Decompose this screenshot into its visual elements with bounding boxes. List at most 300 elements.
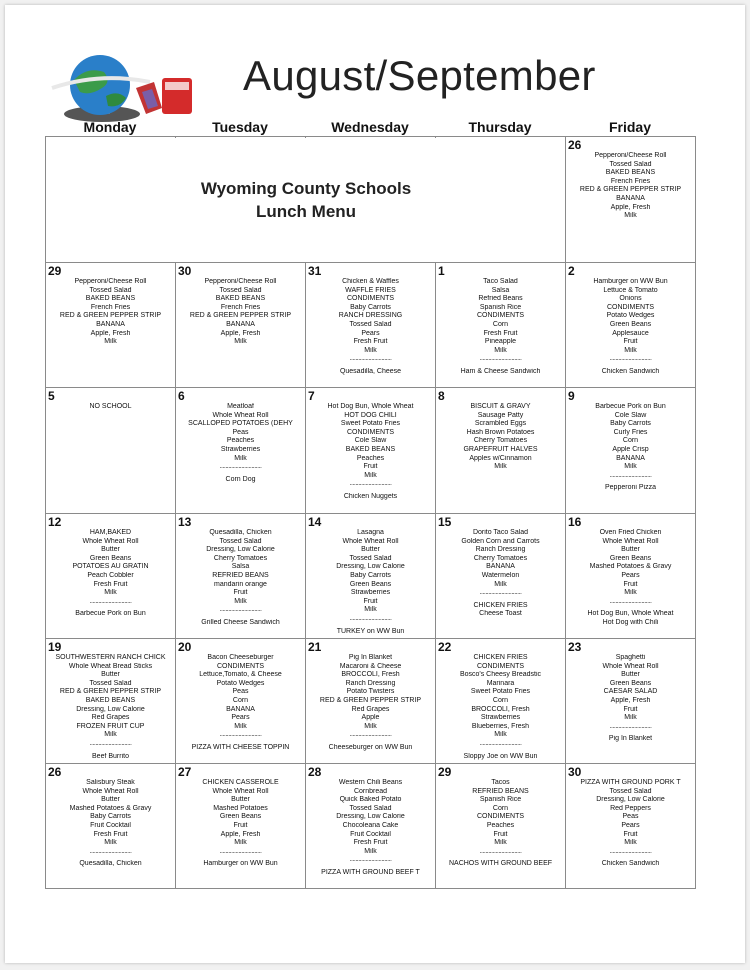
menu-item: Ranch Dressing (475, 546, 526, 554)
menu-item: Hamburger on WW Bun (593, 278, 668, 285)
alternate-separator: ............................. (349, 355, 392, 363)
menu-item: Milk (234, 454, 247, 462)
menu-item: Peas (622, 813, 639, 821)
menu-item: Butter (231, 796, 250, 804)
menu-item: Golden Corn and Carrots (461, 537, 540, 545)
menu-item: Milk (104, 839, 117, 847)
menu-item: Milk (624, 212, 637, 220)
menu-item: Mashed Potatoes (213, 804, 268, 812)
menu-item: BAKED BEANS (605, 169, 656, 177)
menu-item: Red Grapes (351, 705, 390, 713)
menu-item: Whole Wheat Roll (342, 537, 399, 545)
menu-item: CONDIMENTS (346, 295, 395, 303)
menu-item: Green Beans (609, 554, 652, 562)
menu-day-cell (46, 514, 176, 639)
alternate-entree: Beef Burrito (92, 752, 129, 760)
menu-item: BAKED BEANS (345, 445, 396, 453)
menu-item: Chicken & Waffles (342, 278, 399, 285)
menu-item: Meatloaf (227, 403, 254, 410)
menu-items (436, 779, 565, 869)
alternate-entree: Pepperoni Pizza (605, 484, 656, 492)
day-number: 15 (438, 515, 452, 529)
menu-item: Tossed Salad (349, 804, 392, 812)
menu-item: Milk (624, 346, 637, 354)
menu-item: French Fries (90, 303, 131, 311)
menu-item: CHICKEN FRIES (473, 654, 528, 661)
menu-item: GRAPEFRUIT HALVES (463, 445, 538, 453)
menu-item: Quesadilla, Chicken (209, 529, 272, 536)
day-number: 7 (308, 389, 315, 403)
menu-item: Milk (234, 597, 247, 605)
menu-item: Tossed Salad (609, 787, 652, 795)
menu-item: Fresh Fruit (353, 839, 388, 847)
alternate-separator: ............................. (219, 731, 262, 739)
alternate-separator: ............................. (89, 739, 132, 747)
menu-item: Whole Wheat Roll (212, 787, 269, 795)
menu-item: CONDIMENTS (346, 428, 395, 436)
menu-item: Butter (361, 546, 380, 554)
menu-day-cell (176, 388, 306, 514)
menu-item: Pears (621, 571, 640, 579)
menu-item: Pears (361, 329, 380, 337)
menu-item: Milk (624, 463, 637, 471)
menu-item: Dressing, Low Calorie (596, 796, 665, 804)
alternate-entree: Quesadilla, Cheese (339, 367, 402, 375)
menu-item: BROCCOLI, Fresh (341, 671, 400, 679)
weekday-wednesday: Wednesday (331, 119, 409, 135)
menu-items (46, 529, 175, 619)
menu-items (566, 403, 695, 493)
alternate-entree: Grilled Cheese Sandwich (201, 618, 280, 626)
menu-item: RED & GREEN PEPPER STRIP (319, 696, 422, 704)
menu-item: Dressing, Low Calorie (336, 563, 405, 571)
menu-item: Whole Wheat Roll (602, 662, 659, 670)
menu-day-cell (176, 514, 306, 639)
menu-item: BAKED BEANS (85, 295, 136, 303)
menu-item: Sweet Potato Fries (470, 688, 531, 696)
menu-item: CAESAR SALAD (603, 688, 658, 696)
menu-item: Pepperoni/Cheese Roll (204, 278, 277, 285)
menu-item: Dressing, Low Calorie (206, 546, 275, 554)
menu-item: Mashed Potatoes & Gravy (589, 563, 672, 571)
alternate-separator: ............................. (479, 589, 522, 597)
menu-item: Baby Carrots (90, 813, 131, 821)
menu-item: Fruit (233, 821, 248, 829)
menu-item: Green Beans (609, 679, 652, 687)
menu-items (566, 152, 695, 221)
alternate-entree: Cheese Toast (479, 610, 522, 618)
menu-day-cell (566, 263, 696, 388)
menu-item: Peas (232, 688, 249, 696)
alternate-separator: ............................. (479, 739, 522, 747)
menu-item: BAKED BEANS (215, 295, 266, 303)
day-number: 16 (568, 515, 582, 529)
alternate-separator: ............................. (479, 355, 522, 363)
alternate-entree: NACHOS WITH GROUND BEEF (448, 860, 553, 868)
menu-item: Baby Carrots (610, 420, 651, 428)
menu-banner (47, 138, 565, 262)
menu-items (176, 654, 305, 753)
menu-item: Apple (361, 714, 380, 722)
day-number: 29 (438, 765, 452, 779)
menu-item: Dorito Taco Salad (472, 529, 529, 536)
menu-day-cell (306, 514, 436, 639)
menu-item: PIZZA WITH GROUND PORK T (580, 779, 681, 786)
menu-items (566, 278, 695, 377)
menu-items (306, 529, 435, 636)
menu-item: Green Beans (349, 580, 392, 588)
menu-item: Butter (621, 546, 640, 554)
menu-day-cell (436, 263, 566, 388)
menu-item: Milk (234, 722, 247, 730)
menu-item: Butter (101, 671, 120, 679)
menu-item: Milk (104, 338, 117, 346)
alternate-entree: PIZZA WITH CHEESE TOPPIN (191, 743, 290, 751)
day-number: 30 (178, 264, 192, 278)
menu-item: Pineapple (484, 338, 517, 346)
menu-item: Strawberries (220, 445, 261, 453)
menu-item: Whole Wheat Roll (212, 411, 269, 419)
alternate-separator: ............................. (609, 471, 652, 479)
menu-item: Red Peppers (610, 804, 651, 812)
menu-item: Apple, Fresh (610, 696, 651, 704)
menu-item: Baby Carrots (350, 303, 391, 311)
menu-item: Fruit (623, 580, 638, 588)
menu-item: Apple, Fresh (220, 329, 261, 337)
menu-item: Spanish Rice (479, 303, 522, 311)
day-number: 28 (308, 765, 322, 779)
menu-item: Milk (234, 839, 247, 847)
menu-item: CONDIMENTS (476, 312, 525, 320)
menu-items (436, 529, 565, 619)
menu-day-cell (176, 639, 306, 764)
menu-item: Sweet Potato Fries (340, 420, 401, 428)
menu-item: Tossed Salad (89, 286, 132, 294)
alternate-entree: Chicken Sandwich (601, 367, 660, 375)
menu-item: Corn (232, 696, 249, 704)
menu-item: Milk (364, 847, 377, 855)
alternate-separator: ............................. (219, 463, 262, 471)
alternate-entree: Sloppy Joe on WW Bun (463, 752, 538, 760)
menu-item: Corn (492, 804, 509, 812)
menu-item: RED & GREEN PEPPER STRIP (579, 186, 682, 194)
menu-item: Cornbread (353, 787, 388, 795)
page-title: August/September (243, 52, 596, 99)
menu-calendar-grid (45, 136, 696, 889)
menu-item: Strawberries (480, 714, 521, 722)
menu-item: CONDIMENTS (476, 662, 525, 670)
menu-item: BISCUIT & GRAVY (470, 403, 531, 410)
menu-item: Tossed Salad (219, 286, 262, 294)
menu-item: BANANA (226, 705, 255, 713)
menu-items (176, 278, 305, 347)
day-number: 20 (178, 640, 192, 654)
alternate-entree: Hot Dog with Chili (602, 618, 659, 626)
menu-item: Fruit (623, 830, 638, 838)
menu-item: Apple Crisp (612, 445, 649, 453)
menu-day-cell (566, 388, 696, 514)
menu-item: Apple, Fresh (610, 203, 651, 211)
menu-item: Lasagna (357, 529, 384, 536)
menu-item: Quick Baked Potato (339, 796, 402, 804)
menu-item: CONDIMENTS (216, 662, 265, 670)
menu-item: Butter (101, 546, 120, 554)
day-number: 8 (438, 389, 445, 403)
menu-item: Lettuce,Tomato, & Cheese (199, 671, 282, 679)
menu-item: Green Beans (609, 320, 652, 328)
menu-item: Butter (101, 796, 120, 804)
menu-item: Peaches (356, 454, 385, 462)
menu-items (46, 779, 175, 869)
menu-item: Hash Brown Potatoes (466, 428, 535, 436)
menu-day-cell (306, 388, 436, 514)
menu-items (46, 654, 175, 761)
weekday-thursday: Thursday (468, 119, 532, 135)
menu-item: Whole Wheat Roll (82, 787, 139, 795)
menu-item: Dressing, Low Calorie (76, 705, 145, 713)
menu-item: Tossed Salad (349, 554, 392, 562)
menu-item: Pig In Blanket (348, 654, 393, 661)
menu-item: WAFFLE FRIES (345, 286, 396, 294)
banner-line1: Wyoming County Schools (200, 179, 412, 198)
alternate-entree: TURKEY on WW Bun (336, 627, 405, 635)
menu-item: Milk (104, 731, 117, 739)
menu-items (306, 779, 435, 878)
menu-item: Peas (232, 428, 249, 436)
menu-item: Milk (104, 589, 117, 597)
menu-item: Fresh Fruit (353, 338, 388, 346)
menu-item: Milk (494, 463, 507, 471)
menu-item: Mashed Potatoes & Gravy (69, 804, 152, 812)
alternate-entree: Quesadilla, Chicken (79, 860, 142, 868)
menu-item: HAM,BAKED (89, 529, 132, 536)
menu-item: Strawberries (350, 589, 391, 597)
menu-item: Milk (234, 338, 247, 346)
menu-item: Curly Fries (613, 428, 648, 436)
globe-logo-icon (42, 52, 202, 124)
menu-item: Apple, Fresh (220, 830, 261, 838)
menu-items (176, 403, 305, 484)
weekday-friday: Friday (608, 119, 651, 135)
menu-item: Cole Slaw (614, 411, 647, 419)
day-number: 30 (568, 765, 582, 779)
menu-item: Dressing, Low Calorie (336, 813, 405, 821)
menu-item: Tossed Salad (89, 679, 132, 687)
day-number: 6 (178, 389, 185, 403)
menu-items (306, 403, 435, 502)
menu-item: Onions (619, 295, 642, 303)
menu-item: Refried Beans (478, 295, 523, 303)
menu-item: Macaroni & Cheese (339, 662, 402, 670)
day-number: 13 (178, 515, 192, 529)
menu-item: Pepperoni/Cheese Roll (594, 152, 667, 159)
alternate-separator: ............................. (609, 847, 652, 855)
menu-item: Butter (621, 671, 640, 679)
menu-item: Corn (492, 320, 509, 328)
day-number: 27 (178, 765, 192, 779)
menu-item: Bacon Cheeseburger (207, 654, 274, 661)
menu-items (566, 654, 695, 744)
alternate-separator: ............................. (479, 847, 522, 855)
menu-item: Corn (622, 437, 639, 445)
alternate-entree: Barbecue Pork on Bun (75, 610, 146, 618)
menu-item: Taco Salad (483, 278, 518, 285)
menu-item: Milk (624, 839, 637, 847)
menu-item: French Fries (610, 177, 651, 185)
alternate-entree: Chicken Nuggets (343, 492, 398, 500)
menu-items (306, 654, 435, 753)
menu-item: Fruit (623, 705, 638, 713)
menu-items (46, 403, 175, 412)
menu-item: Blueberries, Fresh (471, 722, 530, 730)
banner-line2: Lunch Menu (255, 202, 357, 221)
alternate-entree: CHICKEN FRIES (473, 601, 528, 609)
menu-item: Green Beans (219, 813, 262, 821)
menu-item: Fresh Fruit (93, 830, 128, 838)
day-number: 23 (568, 640, 582, 654)
menu-item: Pears (621, 821, 640, 829)
menu-item: POTATOES AU GRATIN (72, 563, 149, 571)
menu-item: CONDIMENTS (606, 303, 655, 311)
menu-items (306, 278, 435, 377)
menu-item: REFRIED BEANS (472, 787, 529, 795)
alternate-separator: ............................. (349, 856, 392, 864)
menu-item: Cole Slaw (354, 437, 387, 445)
menu-item: Baby Carrots (350, 571, 391, 579)
menu-day-cell (436, 388, 566, 514)
menu-item: French Fries (220, 303, 261, 311)
menu-item: RED & GREEN PEPPER STRIP (189, 312, 292, 320)
menu-item: SOUTHWESTERN RANCH CHICK (55, 654, 166, 661)
menu-item: Milk (494, 580, 507, 588)
menu-item: Cherry Tomatoes (213, 554, 268, 562)
menu-item: RED & GREEN PEPPER STRIP (59, 312, 162, 320)
menu-item: FROZEN FRUIT CUP (76, 722, 145, 730)
menu-item: Fruit (363, 597, 378, 605)
menu-item: Whole Wheat Roll (602, 537, 659, 545)
menu-day-cell (566, 137, 696, 263)
day-number: 21 (308, 640, 322, 654)
alternate-entree: Corn Dog (225, 475, 256, 483)
menu-items (176, 779, 305, 869)
menu-item: Tacos (491, 779, 510, 786)
menu-item: Fruit (363, 463, 378, 471)
menu-item: Milk (364, 606, 377, 614)
menu-item: Fruit (623, 338, 638, 346)
menu-item: BANANA (226, 320, 255, 328)
menu-item: Pepperoni/Cheese Roll (74, 278, 147, 285)
menu-item: Whole Wheat Bread Sticks (68, 662, 153, 670)
menu-day-cell (436, 514, 566, 639)
menu-item: Pears (231, 714, 250, 722)
menu-day-cell (176, 764, 306, 889)
alternate-separator: ............................. (609, 355, 652, 363)
menu-item: Hot Dog Bun, Whole Wheat (327, 403, 414, 410)
menu-item: BANANA (616, 194, 645, 202)
day-number: 12 (48, 515, 62, 529)
day-number: 19 (48, 640, 62, 654)
menu-item: Potato Wedges (606, 312, 655, 320)
menu-day-cell (46, 388, 176, 514)
menu-item: Apple, Fresh (90, 329, 131, 337)
menu-item: Green Beans (89, 554, 132, 562)
menu-item: mandarin orange (214, 580, 267, 588)
menu-item: Milk (494, 839, 507, 847)
day-number: 26 (568, 138, 582, 152)
menu-item: Scrambled Eggs (474, 420, 527, 428)
menu-item: Chocoleana Cake (342, 821, 399, 829)
menu-day-cell (176, 263, 306, 388)
menu-day-cell (436, 639, 566, 764)
menu-item: Milk (364, 471, 377, 479)
menu-day-cell (566, 639, 696, 764)
menu-day-cell (566, 764, 696, 889)
day-number: 1 (438, 264, 445, 278)
menu-item: Oven Fried Chicken (599, 529, 662, 536)
menu-items (436, 654, 565, 761)
menu-items (436, 403, 565, 472)
menu-item: Fresh Fruit (93, 580, 128, 588)
day-number: 26 (48, 765, 62, 779)
menu-item: BAKED BEANS (85, 696, 136, 704)
menu-item: Fruit Cocktail (90, 821, 131, 829)
menu-day-cell (306, 263, 436, 388)
weekday-monday: Monday (83, 119, 137, 135)
menu-day-cell (436, 764, 566, 889)
menu-item: BROCCOLI, Fresh (471, 705, 530, 713)
menu-item: Fruit (493, 830, 508, 838)
menu-item: Whole Wheat Roll (82, 537, 139, 545)
menu-item: Western Chili Beans (338, 779, 403, 786)
menu-item: Milk (624, 714, 637, 722)
menu-item: Potato Wedges (216, 679, 265, 687)
menu-item: Milk (364, 346, 377, 354)
menu-item: Apples w/Cinnamon (469, 454, 532, 462)
alternate-separator: ............................. (349, 731, 392, 739)
menu-item: BANANA (96, 320, 125, 328)
alternate-entree: Hamburger on WW Bun (203, 860, 278, 868)
day-number: 14 (308, 515, 322, 529)
menu-item: BANANA (486, 563, 515, 571)
alternate-separator: ............................. (89, 847, 132, 855)
alternate-entree: Hot Dog Bun, Whole Wheat (587, 610, 674, 618)
menu-item: Fruit (233, 589, 248, 597)
day-number: 9 (568, 389, 575, 403)
menu-item: Milk (494, 731, 507, 739)
menu-items (176, 529, 305, 628)
menu-item: Salsa (491, 286, 510, 294)
alternate-entree: PIZZA WITH GROUND BEEF T (321, 868, 420, 876)
menu-item: CONDIMENTS (476, 813, 525, 821)
alternate-separator: ............................. (609, 597, 652, 605)
menu-item: Milk (364, 722, 377, 730)
alternate-separator: ............................. (219, 606, 262, 614)
menu-item: Marinara (486, 679, 515, 687)
alternate-separator: ............................. (349, 480, 392, 488)
menu-item: Fruit Cocktail (350, 830, 391, 838)
day-number: 2 (568, 264, 575, 278)
menu-item: Watermelon (481, 571, 520, 579)
menu-items (436, 278, 565, 377)
alternate-entree: Chicken Sandwich (601, 860, 660, 868)
day-number: 31 (308, 264, 322, 278)
menu-item: NO SCHOOL (89, 403, 132, 410)
weekday-tuesday: Tuesday (212, 119, 268, 135)
menu-item: Peaches (486, 821, 515, 829)
alternate-separator: ............................. (219, 847, 262, 855)
menu-day-cell (566, 514, 696, 639)
menu-items (566, 779, 695, 869)
